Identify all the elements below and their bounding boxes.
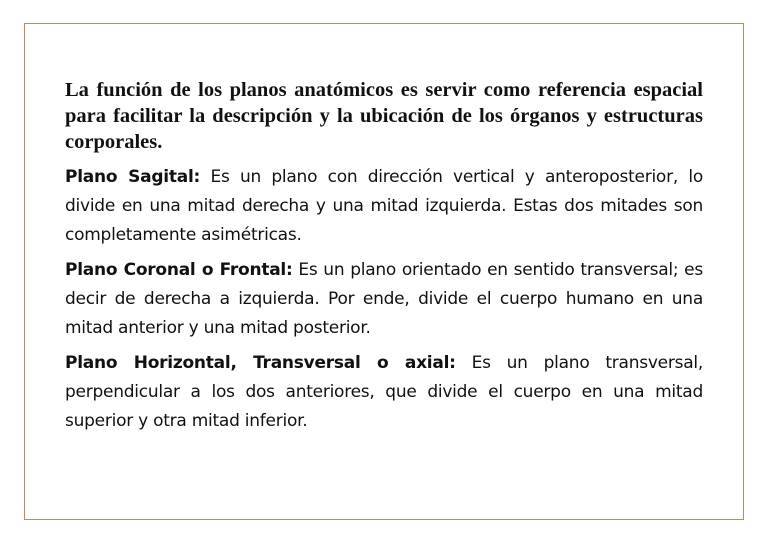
document-content — [65, 77, 703, 442]
section-text: Es un plano transversal, perpendicular a los dos anteriores, que divide el cuerpo en una mitad superior y otra mitad inferior. — [65, 353, 704, 431]
section-text: Es un plano orientado en sentido transversal; es decir de derecha a izquierda. Por ende, divide el cuerpo humano en una mitad anterior y una mitad posterior. — [65, 260, 703, 338]
section-term: Plano Coronal o Frontal: — [65, 260, 293, 280]
section-text: Es un plano con dirección vertical y anteroposterior, lo divide en una mitad derecha y una mitad izquierda. Estas dos mitades son completamente asimétricas. — [65, 167, 703, 245]
section-term: Plano Sagital: — [65, 167, 201, 187]
section-coronal — [65, 256, 703, 343]
section-sagital — [65, 163, 703, 250]
section-term: Plano Horizontal, Transversal o axial: — [65, 353, 456, 373]
intro-paragraph: La función de los planos anatómicos es servir como referencia espacial para facilitar la descripción y la ubicación de los órganos y estructuras corporales. — [65, 79, 703, 153]
section-horizontal — [65, 349, 703, 436]
